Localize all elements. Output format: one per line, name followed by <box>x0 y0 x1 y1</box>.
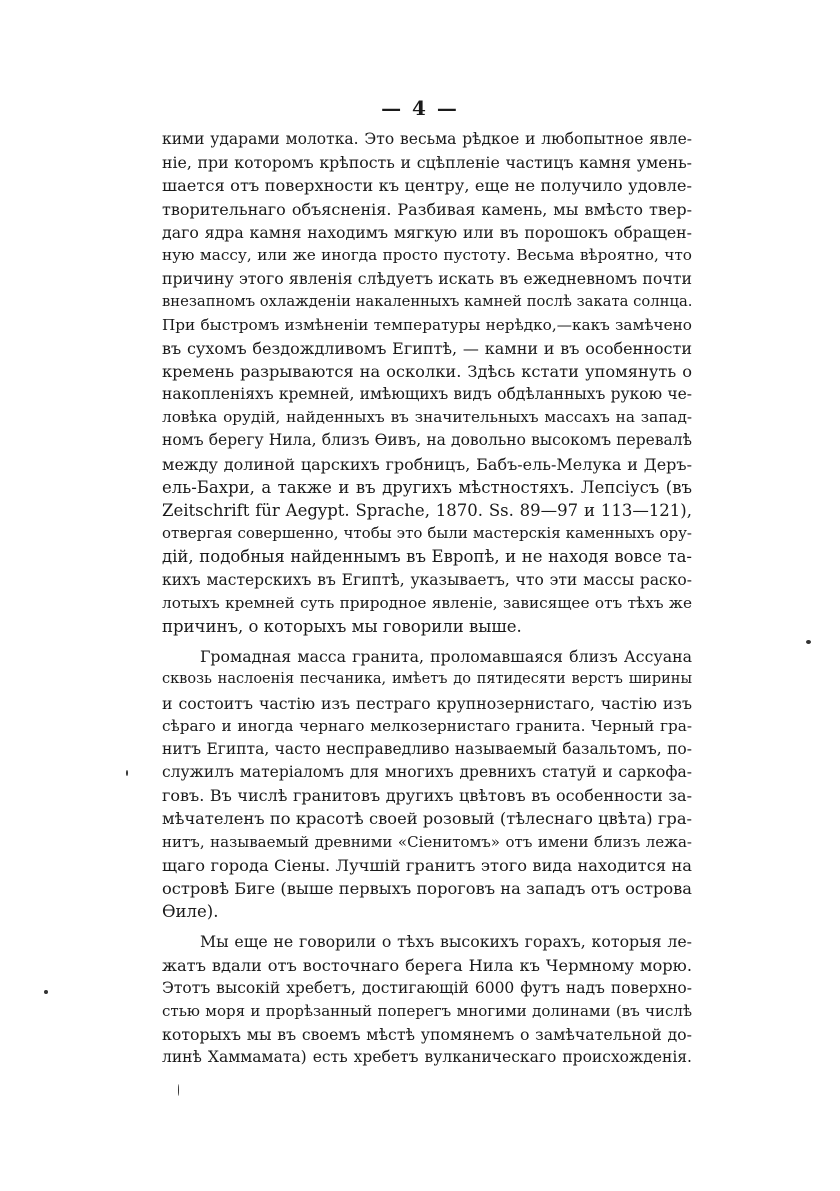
text-line: нитъ Египта, часто несправедливо называемый базальтомъ, по- <box>162 739 692 758</box>
text-line: кими ударами молотка. Это весьма рѣдкое и любопытное явле- <box>162 130 692 148</box>
paragraph-1 <box>162 128 692 638</box>
text-line: которыхъ мы въ своемъ мѣстѣ упомянемъ о замѣчательной до- <box>162 1025 692 1045</box>
text-line: Ѳиле). <box>162 902 219 922</box>
text-line: линѣ Хаммамата) есть хребетъ вулканическаго происхожденія. <box>162 1048 692 1067</box>
paragraph-gap <box>162 638 692 645</box>
text-line: щаго города Сіены. Лучшій гранитъ этого вида находится на <box>162 855 692 875</box>
text-line: ную массу, или же иногда просто пустоту. Весьма вѣроятно, что <box>162 245 692 264</box>
text-line: причину этого явленія слѣдуетъ искать въ ежедневномъ почти <box>162 269 692 289</box>
text-line: При быстромъ измѣненіи температуры нерѣдко,—какъ замѣчено <box>162 315 692 334</box>
text-line: отвергая совершенно, чтобы это были мастерскія каменныхъ ору- <box>162 524 692 543</box>
body-text <box>162 128 692 1070</box>
scan-speck <box>806 640 811 644</box>
text-line: Громадная масса гранита, проломавшаяся близъ Ассуана <box>200 647 692 667</box>
text-line: нитъ, называемый древними «Сіенитомъ» отъ имени близъ лежа- <box>162 832 692 851</box>
text-line: причинъ, о которыхъ мы говорили выше. <box>162 616 522 636</box>
text-line: островѣ Биге (выше первыхъ пороговъ на западъ отъ острова <box>162 879 692 898</box>
text-line: Мы еще не говорили о тѣхъ высокихъ горахъ, которыя ле- <box>200 932 692 952</box>
text-line: ловѣка орудій, найденныхъ въ значительныхъ массахъ на запад- <box>162 408 692 427</box>
text-line: лотыхъ кремней суть природное явленіе, зависящее отъ тѣхъ же <box>162 593 692 612</box>
paragraph-2 <box>162 645 692 923</box>
paragraph-gap <box>162 923 692 930</box>
text-line: даго ядра камня находимъ мягкую или въ порошокъ обращен- <box>162 222 692 242</box>
text-line: номъ берегу Нила, близъ Ѳивъ, на довольно высокомъ перевалѣ <box>162 431 692 450</box>
text-line: внезапномъ охлажденіи накаленныхъ камней послѣ заката солнца. <box>162 293 692 311</box>
text-line: въ сухомъ бездождливомъ Египтѣ, — камни и въ особенности <box>162 338 692 358</box>
paragraph-3 <box>162 930 692 1069</box>
text-line: сѣраго и иногда чернаго мелкозернистаго гранита. Черный гра- <box>162 716 692 735</box>
page-number: — 4 — <box>381 96 459 120</box>
text-line: Zeitschrift für Aegypt. Sprache, 1870. Ss. 89—97 и 113—121), <box>162 501 692 520</box>
text-line: дій, подобныя найденнымъ въ Европѣ, и не находя вовсе та- <box>162 547 692 567</box>
text-line: творительнаго объясненія. Разбивая камень, мы вмѣсто твер- <box>162 199 692 219</box>
text-line: кихъ мастерскихъ въ Египтѣ, указываетъ, что эти массы раско- <box>162 570 692 589</box>
text-line: мѣчателенъ по красотѣ своей розовый (тѣлеснаго цвѣта) гра- <box>162 809 692 829</box>
text-line: жатъ вдали отъ восточнаго берега Нила къ Чермному морю. <box>162 955 692 975</box>
text-line: сквозь наслоенія песчаника, имѣетъ до пятидесяти верстъ ширины <box>162 671 692 688</box>
text-line: и состоитъ частію изъ пестраго крупнозернистаго, частію изъ <box>162 693 692 713</box>
scan-speck <box>178 1084 179 1096</box>
text-line: шается отъ поверхности къ центру, еще не получило удовле- <box>162 176 692 196</box>
scan-speck <box>44 990 48 994</box>
text-line: между долиной царскихъ гробницъ, Бабъ-ель-Мелука и Деръ- <box>162 454 692 474</box>
text-line: Этотъ высокій хребетъ, достигающій 6000 футъ надъ поверхно- <box>162 978 692 997</box>
text-line: накопленіяхъ кремней, имѣющихъ видъ обдѣланныхъ рукою че- <box>162 385 692 404</box>
text-line: кремень разрываются на осколки. Здѣсь кстати упомянуть о <box>162 361 692 381</box>
text-line: ель-Бахри, а также и въ другихъ мѣстностяхъ. Лепсіусъ (въ <box>162 477 692 497</box>
text-line: стью моря и прорѣзанный поперегъ многими долинами (въ числѣ <box>162 1001 692 1020</box>
text-line: ніе, при которомъ крѣпость и сцѣпленіе частицъ камня умень- <box>162 153 692 173</box>
scan-speck <box>126 770 128 776</box>
text-line: говъ. Въ числѣ гранитовъ другихъ цвѣтовъ въ особенности за- <box>162 786 692 806</box>
text-line: служилъ матеріаломъ для многихъ древнихъ статуй и саркофа- <box>162 763 692 782</box>
